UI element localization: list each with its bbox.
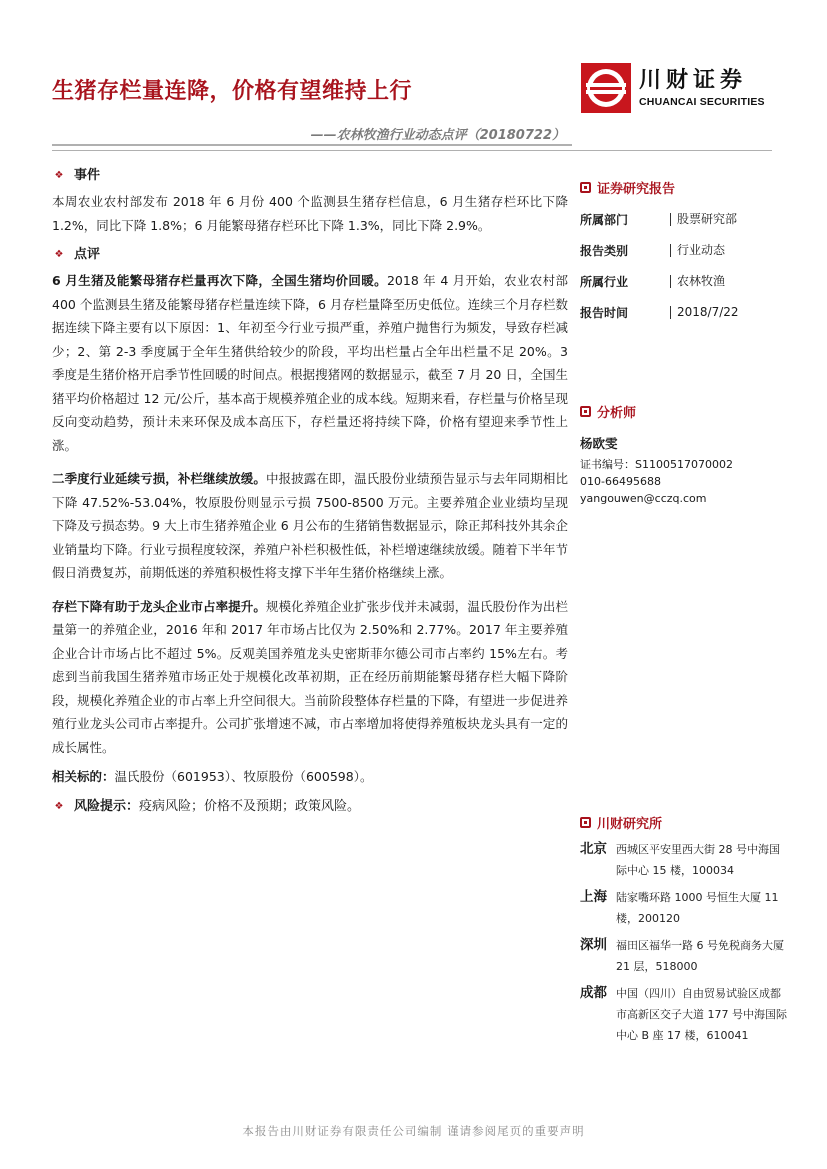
section-heading-event: ❖ 事件 — [52, 164, 568, 188]
paragraph-body: 2018 年 4 月开始，农业农村部 400 个监测县生猪及能繁母猪存栏量连续下降，6 月存栏量降至历史低位。连续三个月存栏数据连续下降主要有以下原因：1、年初至今行业亏损严重，养殖户抛售行为频发，导致存栏减少；2、第 2-3 季度属于全年生猪供给较少的阶段，平均出栏量占全年出栏量不足 20%。3 季度是生猪价格开启季节性回暖的时间点。根据搜猪网的数据显示，截至 7 月 20 日，全国生猪平均价格超过 12 元/公斤，基本高于规模养殖企业的成本线。短期来看，存栏量与价格呈现反向变动趋势，预计未来环保及成本高压下，存栏量还将持续下降，价格有望迎来季节性上涨。 — [52, 273, 568, 453]
diamond-bullet-icon: ❖ — [54, 249, 64, 261]
related-stocks — [52, 765, 568, 789]
section-marker-icon — [580, 406, 591, 417]
meta-value: 行业动态 — [670, 244, 725, 257]
related-text: 温氏股份（601953）、牧原股份（600598）。 — [114, 769, 373, 784]
sidebar — [580, 176, 790, 1046]
meta-row-category — [580, 235, 790, 266]
comment-paragraph-1 — [52, 269, 568, 457]
comment-paragraph-2 — [52, 467, 568, 585]
office-chengdu — [580, 983, 790, 1046]
logo-en-text: CHUANCAI SECURITIES — [639, 96, 765, 108]
office-city: 上海 — [580, 889, 607, 905]
office-address: 福田区福华一路 6 号免税商务大厦 21 层，518000 — [616, 939, 784, 973]
office-beijing — [580, 839, 790, 881]
header-divider-thin — [52, 150, 772, 151]
main-content — [52, 164, 568, 821]
office-shanghai — [580, 887, 790, 929]
meta-row-date — [580, 297, 790, 328]
report-subtitle: ——农林牧渔行业动态点评（20180722） — [310, 128, 565, 143]
report-title: 生猪存栏量连降，价格有望维持上行 — [52, 79, 413, 104]
chuancai-logo-icon — [580, 62, 632, 114]
meta-row-industry — [580, 266, 790, 297]
page-footer: 本报告由川财证券有限责任公司编制 谨请参阅尾页的重要声明 — [242, 1124, 585, 1138]
meta-label: 所属部门 — [580, 213, 629, 227]
analyst-cert: 证书编号：S1100517070002 — [580, 458, 733, 471]
event-paragraph: 本周农业农村部发布 2018 年 6 月份 400 个监测县生猪存栏信息，6 月生猪存栏环比下降 1.2%，同比下降 1.8%；6 月能繁母猪存栏环比下降 1.3%，同比下降 2.9%。 — [52, 194, 568, 233]
paragraph-lead: 存栏下降有助于龙头企业市占率提升。 — [52, 598, 266, 614]
meta-value: 农林牧渔 — [670, 275, 725, 288]
header-divider — [52, 144, 572, 146]
meta-label: 报告类别 — [580, 244, 629, 258]
paragraph-body: 中报披露在即，温氏股份业绩预告显示与去年同期相比下降 47.52%-53.04%，牧原股份则显示亏损 7500-8500 万元。主要养殖企业业绩均呈现下降及亏损态势。9 大上市生猪养殖企业 6 月公布的生猪销售数据显示，除正邦科技外其余企业销量均下降。行业亏损程度较深，养殖户补栏积极性低，补栏增速继续放缓。随着下半年节假日消费复苏，前期低迷的养殖积极性将支撑下半年生猪价格继续上涨。 — [52, 471, 568, 580]
office-city: 成都 — [580, 985, 607, 1001]
paragraph-body: 规模化养殖企业扩张步伐并未减弱，温氏股份作为出栏量第一的养殖企业，2016 年和 2017 年市场占比仅为 2.50%和 2.77%。2017 年主要养殖企业合计市场占比不超过 5%。反观美国养殖龙头史密斯菲尔德公司市占率约 15%左右。考虑到当前我国生猪养殖市场正处于规模化改革初期，正在经历前期能繁母猪存栏大幅下降阶段，规模化养殖企业的市占率上升空间很大。当前阶段整体存栏量的下降，有望进一步促进养殖行业龙头公司市占率提升。公司扩张增速不减，市占率增加将使得养殖板块龙头具有一定的成长属性。 — [52, 598, 568, 755]
paragraph-lead: 6 月生猪及能繁母猪存栏量再次下降，全国生猪均价回暖。 — [52, 273, 387, 288]
meta-value: 股票研究部 — [670, 213, 737, 226]
analyst-email[interactable]: yangouwen@cczq.com — [580, 492, 707, 505]
office-shenzhen — [580, 935, 790, 977]
diamond-bullet-icon: ❖ — [54, 170, 64, 182]
analyst-name: 杨欧雯 — [580, 436, 618, 451]
analyst-heading: 分析师 — [580, 400, 790, 422]
diamond-bullet-icon: ❖ — [54, 800, 64, 812]
meta-row-department — [580, 204, 790, 235]
risk-text: 疫病风险；价格不及预期；政策风险。 — [139, 798, 361, 814]
meta-value: 2018/7/22 — [670, 306, 739, 319]
section-marker-icon — [580, 182, 591, 193]
section-marker-icon — [580, 817, 591, 828]
office-city: 深圳 — [580, 937, 607, 953]
office-address: 陆家嘴环路 1000 号恒生大厦 11 楼，200120 — [616, 891, 779, 925]
analyst-phone: 010-66495688 — [580, 475, 661, 488]
comment-paragraph-3 — [52, 595, 568, 760]
institute-heading: 川财研究所 — [580, 811, 790, 833]
risk-line — [52, 795, 568, 819]
report-info-heading: 证券研究报告 — [580, 176, 790, 198]
office-address: 西城区平安里西大街 28 号中海国际中心 15 楼，100034 — [616, 843, 780, 877]
section-heading-comment: ❖ 点评 — [52, 243, 568, 267]
paragraph-lead: 二季度行业延续亏损，补栏继续放缓。 — [52, 471, 266, 486]
office-address: 中国（四川）自由贸易试验区成都市高新区交子大道 177 号中海国际中心 B 座 17 楼，610041 — [616, 987, 787, 1042]
logo-cn-text: 川财证券 — [639, 68, 748, 93]
meta-label: 报告时间 — [580, 306, 629, 320]
related-label: 相关标的： — [52, 769, 115, 784]
company-logo — [580, 62, 765, 114]
risk-label: 风险提示： — [74, 798, 140, 814]
meta-label: 所属行业 — [580, 275, 629, 289]
office-city: 北京 — [580, 841, 607, 857]
